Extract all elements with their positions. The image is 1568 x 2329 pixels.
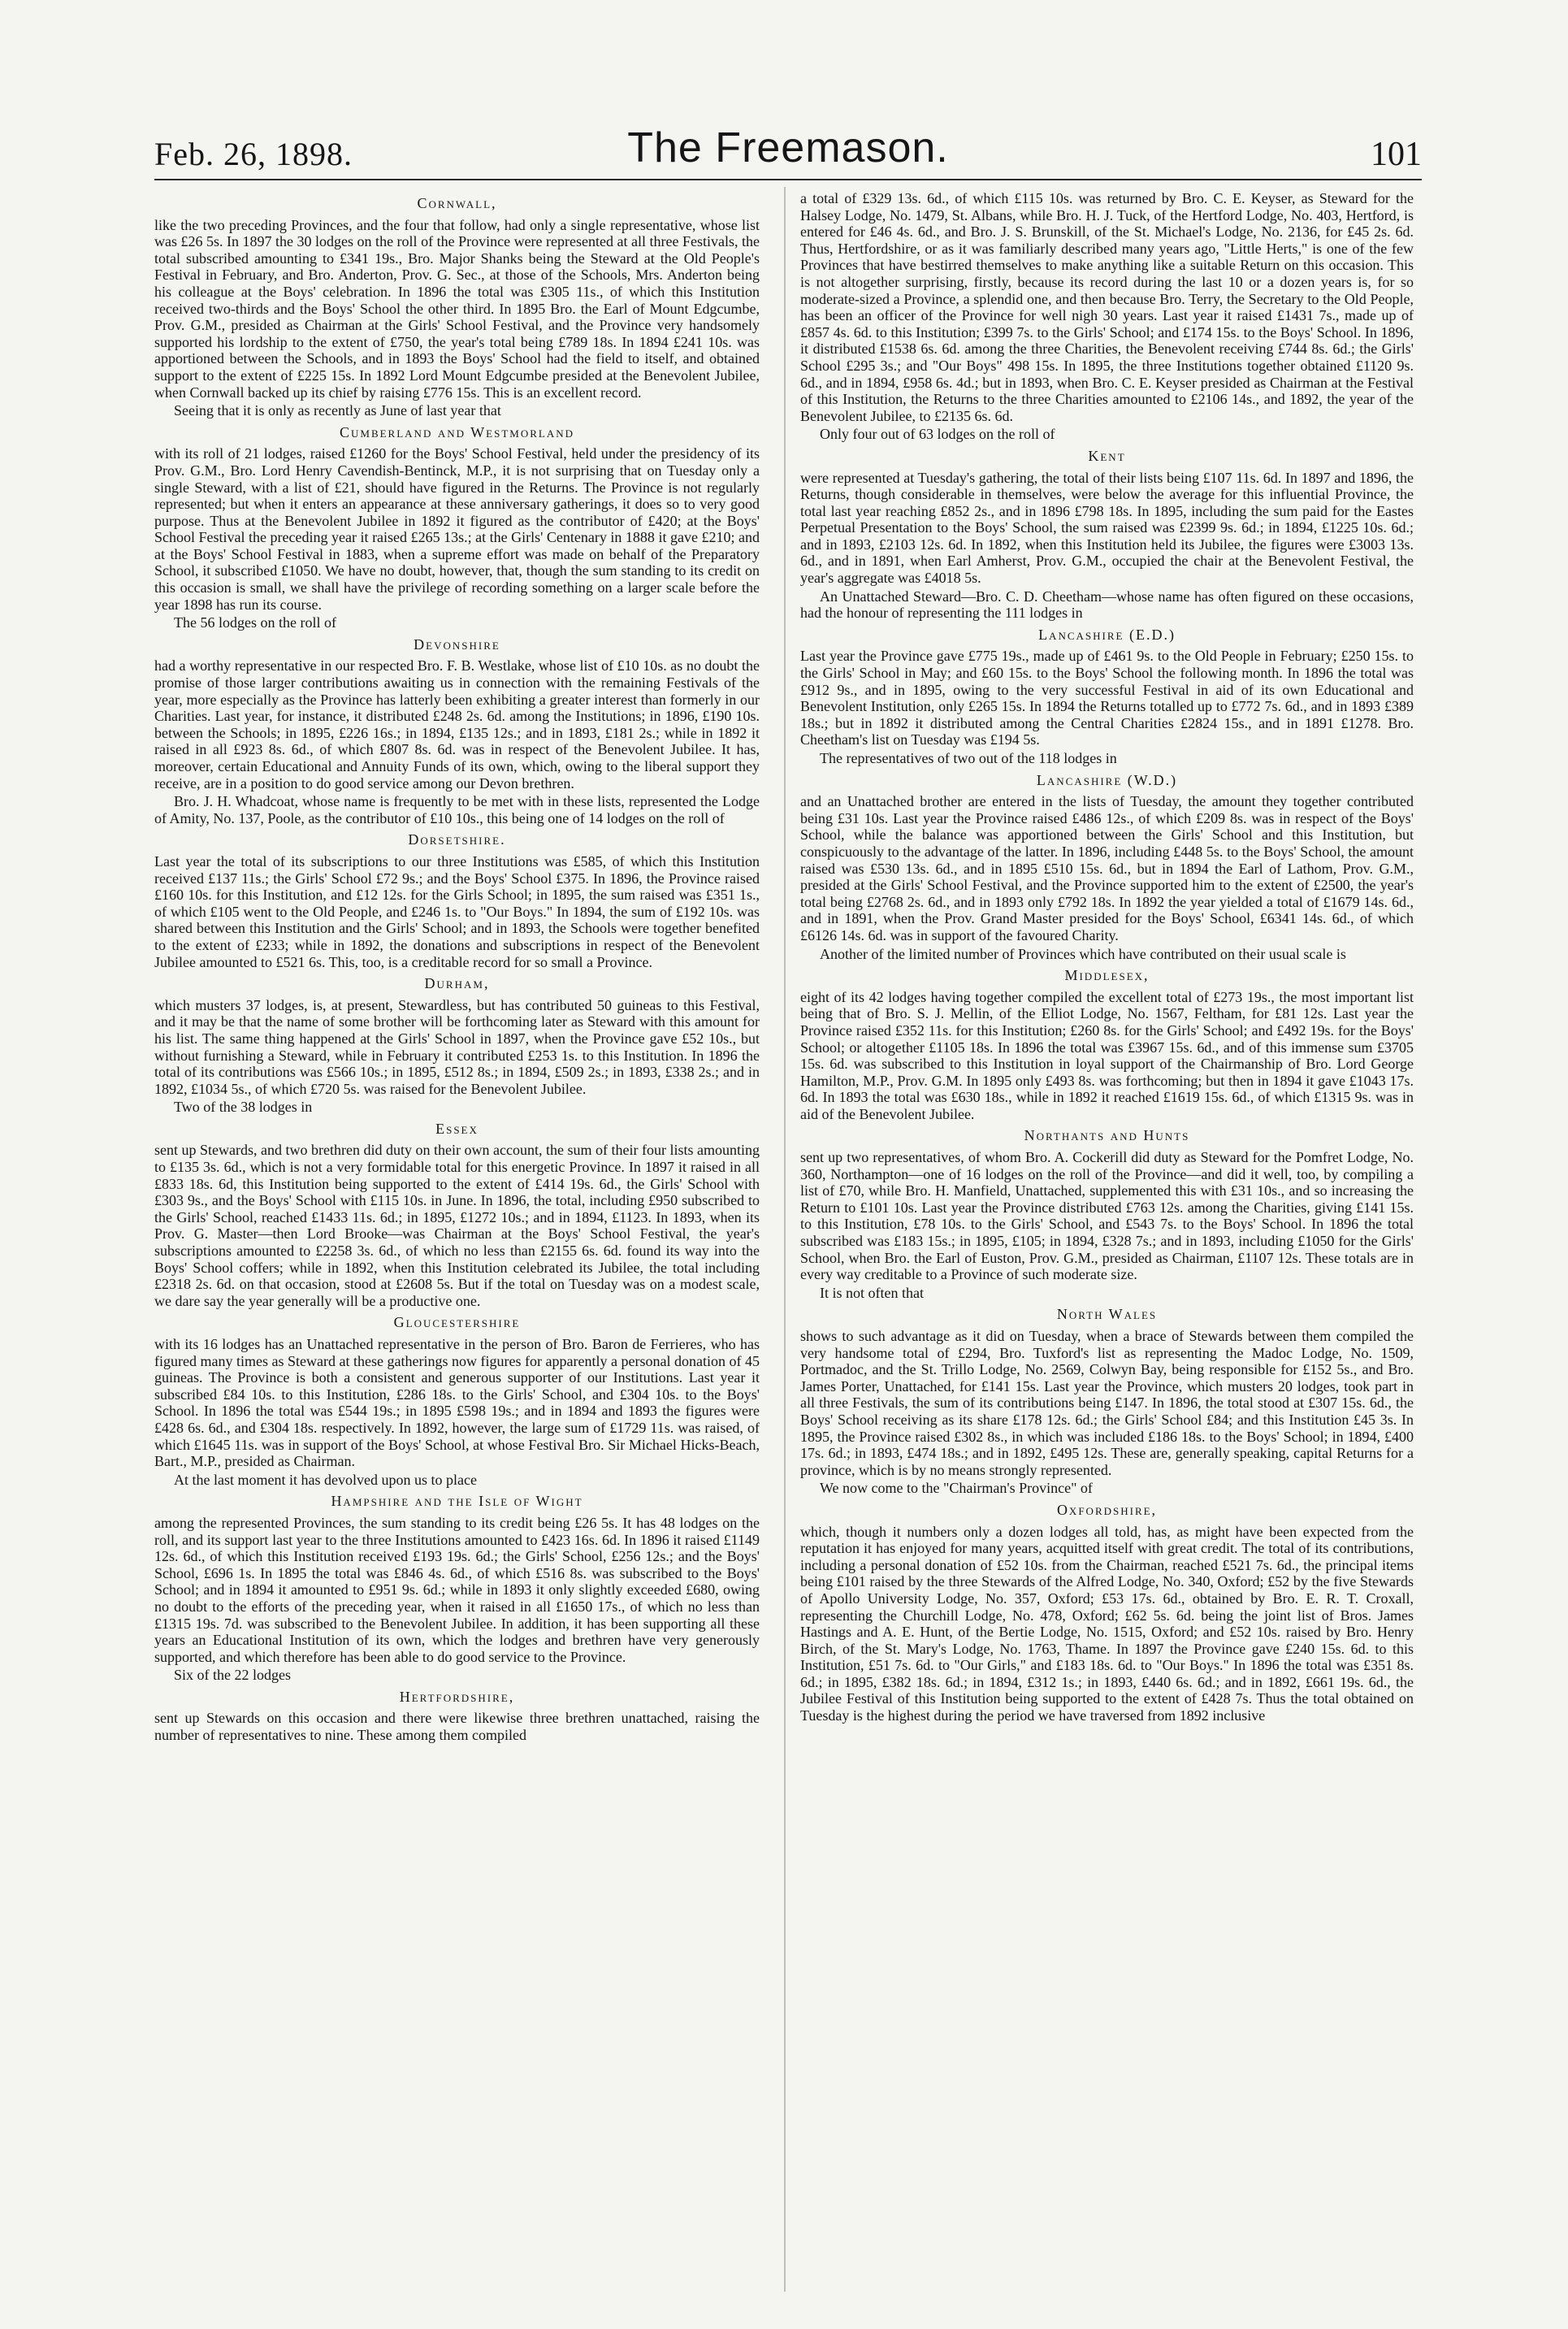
article-paragraph: had a worthy representative in our respected Bro. F. B. Westlake, whose list of £10 10s. as no doubt the promise of those larger contributions awaiting us in connection with the remaining Festivals of the year, more especially as the Province has latterly been exhibiting a greater interest than formerly in our Charities. Last year, for instance, it distributed £248 2s. 6d. among the Institutions; in 1896, £190 10s. between the Schools; in 1895, £226 16s.; in 1894, £135 12s.; and in 1893, £181 2s.; while in 1892 it raised in all £923 8s. 6d., of which £807 8s. 6d. was in respect of the Benevolent Jubilee. It has, moreover, certain Educational and Annuity Funds of its own, which, owing to the liberal support they receive, are in a position to do good service among our Devon brethren. [154,657,760,792]
article-paragraph: and an Unattached brother are entered in the lists of Tuesday, the amount they together contributed being £31 10s. Last year the Province raised £486 12s., of which £209 8s. was in respect of the Boys' School, while the balance was apportioned between the Girls' School and this Institution, but conspicuously to the advantage of the latter. In 1896, including £448 5s. to the Boys' School, the amount raised was £530 13s. 6d., and in 1895 £510 15s. 6d., but in 1894 the Earl of Lathom, Prov. G.M., presided at the Girls' School Festival, and the Province supported him to the extent of £2500, the year's total being £2768 2s. 6d., and in 1893 only £792 18s. In 1892 the year yielded a total of £1679 14s. 6d., and in 1891, when the Prov. Grand Master presided for the Boys' School, £6341 14s. 6d., of which £6126 14s. 6d. was in support of the favoured Charity. [800,793,1414,943]
page-header [154,124,1422,177]
section-heading: Oxfordshire, [1056,1501,1158,1518]
article-paragraph: a total of £329 13s. 6d., of which £115 10s. was returned by Bro. C. E. Keyser, as Steward for the Halsey Lodge, No. 1479, St. Albans, while Bro. H. J. Tuck, of the Hertford Lodge, No. 403, Hertford, is entered for £46 4s. 6d., and Bro. J. S. Brunskill, of the St. Michael's Lodge, No. 2136, for £45 2s. 6d. Thus, Hertfordshire, or as it was familiarly described many years ago, "Little Herts," is one of the few Provinces that have bestirred themselves to make anything like a suitable Return on this occasion. This is not altogether surprising, firstly, because its record during the last 10 or a dozen years is, for so moderate-sized a Province, a splendid one, and then because Bro. Terry, the Secretary to the Old People, has been an officer of the Province for well nigh 30 years. Last year it raised £1431 7s., made up of £857 4s. 6d. to this Institution; £399 7s. to the Girls' School; and £174 15s. to the Boys' School. In 1896, it distributed £1538 6s. 6d. among the three Charities, the Benevolent receiving £744 8s. 6d.; the Girls' School £295 3s.; and "Our Boys" 498 15s. In 1895, the three Institutions together obtained £1120 9s. 6d., and in 1894, £958 6s. 4d.; but in 1893, when Bro. C. E. Keyser presided as Chairman at the Festival of this Institution, the Returns to the three Charities amounted to £2106 14s., and 1892, the year of the Benevolent Jubilee, to £2135 6s. 6d. [800,190,1414,424]
section-heading: Gloucestershire [393,1314,521,1331]
article-paragraph: Six of the 22 lodges [174,1667,291,1684]
section-heading: Cumberland and Westmorland [339,423,574,440]
section-heading: Essex [435,1120,479,1137]
article-paragraph: The 56 lodges on the roll of [174,614,336,631]
section-heading: Dorsetshire. [408,831,506,848]
article-paragraph: were represented at Tuesday's gathering, the total of their lists being £107 11s. 6d. In 1897 and 1896, the Returns, though considerable in themselves, were below the average for this influential Province, the total last year reaching £852 2s., and in 1896 £798 18s. In 1895, including the sum paid for the Eastes Perpetual Presentation to the Boys' School, the sum raised was £2399 9s. 6d.; in 1894, £1225 10s. 6d.; and in 1893, £2103 12s. 6d. In 1892, when this Institution held its Jubilee, the figures were £3003 13s. 6d., and in 1891, when Earl Amherst, Prov. G.M., occupied the chair at the Benevolent Festival, the year's aggregate was £4018 5s. [800,469,1414,587]
article-paragraph: Last year the total of its subscriptions to our three Institutions was £585, of which this Institution received £137 11s.; the Girls' School £72 9s.; and the Boys' School £375. In 1896, the Province raised £160 10s. for this Institution, and £12 12s. for the Girls School; in 1895, the sum raised was £351 1s., of which £105 went to the Old People, and £246 1s. to "Our Boys." In 1894, the sum of £192 10s. was shared between this Institution and the Girls' School; and in 1893, the Schools were together benefited to the extent of £233; while in 1892, the donations and subscriptions in respect of the Benevolent Jubilee amounted to £521 6s. This, too, is a creditable record for so small a Province. [154,852,760,970]
article-paragraph: sent up two representatives, of whom Bro. A. Cockerill did duty as Steward for the Pomfret Lodge, No. 360, Northampton—one of 16 lodges on the roll of the Province—and did it well, too, by compiling a list of £70, while Bro. H. Manfield, Unattached, supplemented this with £31 10s., and so increasing the Return to £101 10s. Last year the Province distributed £763 12s. among the Charities, giving £141 15s. to this Institution, £78 10s. to the Girls' School, and £543 7s. to the Boys' School. In 1896 the total subscribed was £183 15s.; in 1895, £105; in 1894, £328 7s.; and in 1893, including £1050 for the Girls' School, when Bro. the Earl of Euston, Prov. G.M., presided as Chairman, £1107 12s. These totals are in every way creditable to a Province of such moderate size. [800,1149,1414,1283]
article-paragraph: like the two preceding Provinces, and the four that follow, had only a single representative, whose list was £26 5s. In 1897 the 30 lodges on the roll of the Province were represented at all three Festivals, the total subscribed amounting to £341 19s., Bro. Major Shanks being the Steward at the Old People's Festival in February, and Bro. Anderton, Prov. G. Sec., at those of the Schools, Mrs. Anderton being his colleague at the Boys' celebration. In 1896 the total was £305 11s., of which this Institution received two-thirds and the Boys' School the other third. In 1895 Bro. the Earl of Mount Edgcumbe, Prov. G.M., presided as Chairman at the Girls' School Festival, and the Province very handsomely supported his lordship to the extent of £750, the year's total being £789 18s. In 1894 £241 10s. was apportioned between the Schools, and in 1893 the Boys' School had the field to itself, and obtained support to the extent of £225 15s. In 1892 Lord Mount Edgcumbe presided at the Benevolent Jubilee, when Cornwall backed up its chief by raising £776 15s. This is an excellent record. [154,216,760,401]
article-paragraph: with its 16 lodges has an Unattached representative in the person of Bro. Baron de Ferrieres, who has figured many times as Steward at these gatherings now figures for apparently a personal donation of 45 guineas. The Province is both a consistent and generous supporter of our Institutions. Last year it subscribed £84 10s. to this Institution, £286 18s. to the Girls' School, and £304 10s. to the Boys' School. In 1896 the total was £544 19s.; in 1895 £598 19s.; and in 1894 and 1893 the figures were £428 6s. 6d., and £304 18s. respectively. In 1892, however, the large sum of £1729 11s. was raised, of which £1645 11s. was in support of the Boys' School, at whose Festival Bro. Sir Michael Hicks-Beach, Bart., M.P., presided as Chairman. [154,1336,760,1470]
section-heading: Lancashire (E.D.) [1038,626,1176,643]
article-paragraph: Seeing that it is only as recently as June of last year that [174,402,501,419]
left-column [154,190,760,2303]
article-paragraph: shows to such advantage as it did on Tuesday, when a brace of Stewards between them compiled the very handsome total of £294, Bro. Tuxford's list as representing the Madoc Lodge, No. 1509, Portmadoc, and the St. Trillo Lodge, No. 2569, Colwyn Bay, being responsible for £152 5s., and Bro. James Porter, Unattached, for £141 15s. Last year the Province, which musters 20 lodges, took part in all three Festivals, the sum of its contributions being £147. In 1896, the total stood at £307 15s. 6d., the Boys' School receiving as its share £178 12s. 6d.; the Girls' School £84; and this Institution £45 3s. In 1895, the Province raised £302 8s., in which was included £186 18s. to the Boys' School; in 1894, £400 17s. 6d.; in 1893, £474 18s.; and in 1892, £495 12s. These are, generally speaking, capital Returns for a province, which is by no means strongly represented. [800,1328,1414,1478]
section-heading: Hampshire and the Isle of Wight [331,1493,583,1510]
article-paragraph: We now come to the "Chairman's Province" of [820,1480,1093,1497]
article-paragraph: eight of its 42 lodges having together compiled the excellent total of £273 19s., the most important list being that of Bro. S. J. Mellin, of the Elliot Lodge, No. 1567, Feltham, for £81 12s. Last year the Province raised £352 11s. for this Institution; £260 8s. for the Girls' School; and £492 19s. for the Boys' School; or altogether £1105 18s. In 1896 the total was £3967 15s. 6d., and of this immense sum £3705 15s. 6d. was subscribed to this Institution in loyal support of the Chairmanship of Bro. Lord George Hamilton, M.P., Prov. G.M. In 1895 only £493 8s. was forthcoming; but then in 1894 it gave £1043 17s. 6d. In 1893 the total was £630 18s., while in 1892 it reached £1619 15s. 6d., of which £1315 9s. was in aid of the Benevolent Jubilee. [800,988,1414,1122]
right-column [800,190,1414,2303]
column-divider [784,187,786,2292]
article-paragraph: An Unattached Steward—Bro. C. D. Cheetham—whose name has often figured on these occasions, had the honour of representing the 111 lodges in [800,588,1414,622]
masthead-title: The Freemason. [627,124,949,171]
article-paragraph: sent up Stewards on this occasion and there were likewise three brethren unattached, raising the number of representatives to nine. These among them compiled [154,1710,760,1744]
section-heading: Hertfordshire, [399,1688,515,1705]
article-paragraph: It is not often that [820,1284,924,1301]
article-paragraph: At the last moment it has devolved upon us to place [174,1471,477,1488]
section-heading: Durham, [424,975,490,992]
article-paragraph: The representatives of two out of the 118 lodges in [820,750,1117,766]
section-heading: North Wales [1056,1306,1158,1323]
article-paragraph: sent up Stewards, and two brethren did duty on their own account, the sum of their four lists amounting to £135 3s. 6d., which is not a very formidable total for this energetic Province. In 1897 it raised in all £833 18s. 6d, this Institution being supported to the extent of £414 19s. 6d., the Girls' School with £303 9s., and the Boys' School with £115 10s. in June. In 1896, the total, including £950 subscribed to the Girls' School, reached £1433 11s. 6d.; in 1895, £1272 10s.; and in 1894, £1123. In 1893, when its Prov. G. Master—then Lord Brooke—was Chairman at the Boys' School Festival, the year's subscriptions amounted to £2258 3s. 6d., of which no less than £2155 6s. 6d. found its way into the Boys' School coffers; while in 1892, when this Institution celebrated its Jubilee, the total including £2318 2s. 6d. on that occasion, stood at £2608 5s. But if the total on Tuesday was on a modest scale, we dare say the year generally will be a productive one. [154,1142,760,1309]
article-paragraph: Bro. J. H. Whadcoat, whose name is frequently to be met with in these lists, represented the Lodge of Amity, No. 137, Poole, as the contributor of £10 10s., this being one of 14 lodges on the roll of [154,793,760,826]
section-heading: Devonshire [414,635,500,653]
article-paragraph: which musters 37 lodges, is, at present, Stewardless, but has contributed 50 guineas to this Festival, and it may be that the name of some brother will be forthcoming later as Steward with this amount for his list. The same thing happened at the Girls' School in 1897, when the Province gave £52 10s., but without furnishing a Steward, while in February it contributed £253 1s. to this Institution. In 1896 the total of its contributions was £566 10s.; in 1895, £512 8s.; in 1894, £509 2s.; in 1893, £338 2s.; and in 1892, £1034 5s., of which £720 5s. was raised for the Benevolent Jubilee. [154,996,760,1097]
page-number: 101 [1371,136,1422,173]
article-paragraph: with its roll of 21 lodges, raised £1260 for the Boys' School Festival, held under the presidency of its Prov. G.M., Bro. Lord Henry Cavendish-Bentinck, M.P., it is not surprising that on Tuesday only a single Steward, with a list of £21, should have figured in the Returns. The Province is not regularly represented; but when it enters an appearance at these anniversary gatherings, it does so to very good purpose. Thus at the Benevolent Jubilee in 1892 it figured as the contributor of £420; at the Boys' School Festival the preceding year it raised £265 13s.; at the Girls' Centenary in 1888 it gave £210; and at the Boys' School Festival in 1883, when a supreme effort was made on behalf of the Preparatory School, it subscribed £1050. We have no doubt, however, that, though the sum standing to its credit on this occasion is small, we shall have the privilege of recording something on a larger scale before the year 1898 has run its course. [154,445,760,613]
section-heading: Cornwall, [417,195,497,211]
section-heading: Lancashire (W.D.) [1036,771,1178,788]
article-paragraph: Last year the Province gave £775 19s., made up of £461 9s. to the Old People in February; £250 15s. to the Girls' School in May; and £60 15s. to the Boys' School the following month. In 1896 the total was £912 9s., and in 1895, owing to the very successful Festival in aid of its own Educational and Benevolent Institution, only £265 15s. In 1894 the Returns totalled up to £772 7s. 6d., and in 1893 £389 18s.; but in 1892 it distributed among the Central Charities £2824 15s., and in 1891 £1278. Bro. Cheetham's list on Tuesday was £194 5s. [800,648,1414,748]
section-heading: Middlesex, [1064,967,1150,984]
article-paragraph: Two of the 38 lodges in [174,1099,313,1116]
article-paragraph: Only four out of 63 lodges on the roll of [820,426,1055,443]
article-paragraph: Another of the limited number of Provinces which have contributed on their usual scale is [820,945,1346,962]
section-heading: Kent [1088,447,1126,464]
issue-date: Feb. 26, 1898. [154,136,353,172]
header-rule [154,179,1422,180]
article-paragraph: which, though it numbers only a dozen lodges all told, has, as might have been expected from the reputation it has enjoyed for many years, acquitted itself with great credit. The total of its contributions, including a personal donation of £52 10s. from the Chairman, reached £521 7s. 6d., the principal items being £101 raised by the three Stewards of the Alfred Lodge, No. 340, Oxford; £52 by the five Stewards of Apollo University Lodge, No. 357, Oxford; £53 17s. 6d., obtained by Bro. E. R. T. Croxall, representing the Churchill Lodge, No. 478, Oxford; £62 5s. 6d. being the joint list of Bros. James Hastings and A. E. Hunt, of the Bertie Lodge, No. 1515, Oxford; and £52 10s. raised by Bro. Henry Birch, of the St. Mary's Lodge, No. 1763, Thame. In 1897 the Province gave £240 15s. 6d. to this Institution, £51 7s. 6d. to "Our Girls," and £183 18s. 6d. to "Our Boys." In 1896 the total was £351 8s. 6d.; in 1895, £382 18s. 6d.; in 1894, £312 1s.; in 1893, £440 6s. 6d.; and in 1892, £661 19s. 6d., the Jubilee Festival of this Institution being supported to the extent of £428 7s. Thus the total obtained on Tuesday is the highest during the period we have traversed from 1892 inclusive [800,1523,1414,1724]
section-heading: Northants and Hunts [1024,1127,1190,1144]
article-paragraph: among the represented Provinces, the sum standing to its credit being £26 5s. It has 48 lodges on the roll, and its support last year to the three Institutions amounted to £423 16s. 6d. In 1896 it raised £1149 12s. 6d., of which this Institution received £193 19s. 6d.; the Girls' School, £256 12s.; and the Boys' School, £696 1s. In 1895 the total was £846 4s. 6d., of which £516 8s. was subscribed to the Boys' School; and in 1894 it amounted to £951 9s. 6d.; while in 1893 it only slightly exceeded £680, owing no doubt to the efforts of the preceding year, when it raised in all £1650 17s., of which no less than £1315 19s. 7d. was subscribed to the Benevolent Jubilee. In addition, it has been supporting all these years an Educational Institution of its own, which the lodges and brethren have very generously supported, and which therefore has been able to do good service to the Province. [154,1514,760,1665]
